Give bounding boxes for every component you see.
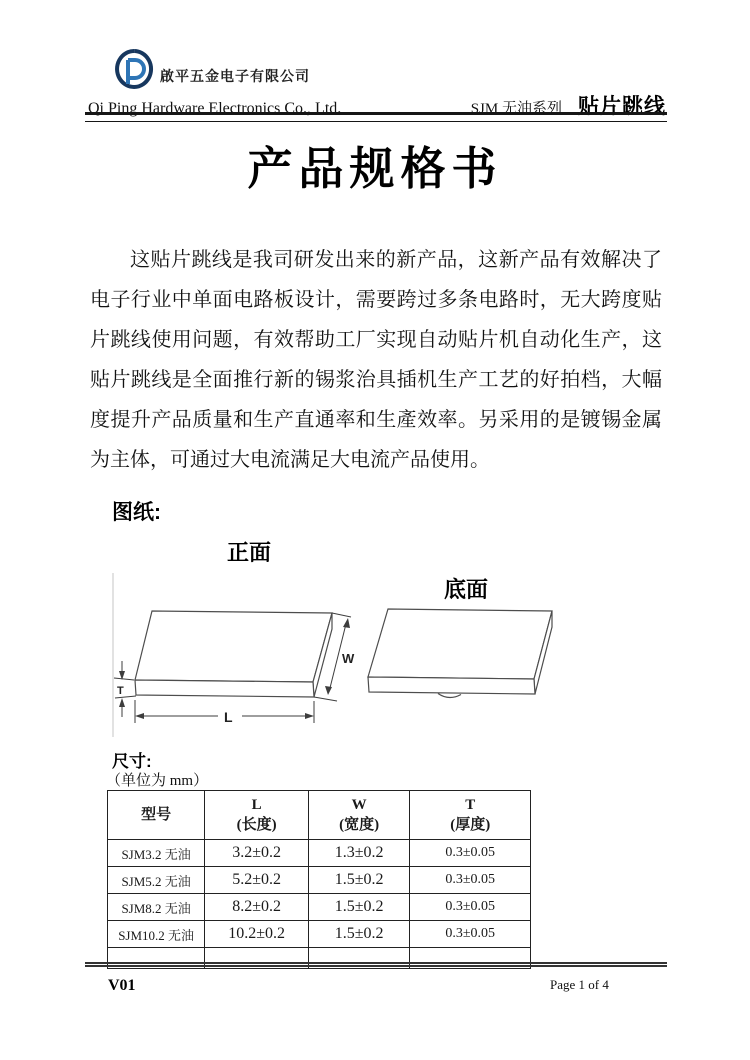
cell-thickness: 0.3±0.05 xyxy=(410,921,531,948)
col-header-t xyxy=(410,791,531,840)
cell-length: 5.2±0.2 xyxy=(205,867,309,894)
cell-width: 1.5±0.2 xyxy=(308,921,410,948)
front-view-label: 正面 xyxy=(227,540,272,565)
company-name-en: Qi Ping Hardware Electronics Co., Ltd. xyxy=(88,100,342,117)
cell-thickness: 0.3±0.05 xyxy=(410,894,531,921)
company-logo-icon xyxy=(112,46,156,94)
front-view-plate xyxy=(135,611,332,697)
spec-table xyxy=(107,790,531,969)
cell-model: SJM10.2 无油 xyxy=(108,921,205,948)
svg-text:L: L xyxy=(224,709,233,725)
version-label: V01 xyxy=(108,977,136,994)
cell-model: SJM5.2 无油 xyxy=(108,867,205,894)
drawing-section-label: 图纸: xyxy=(112,501,161,524)
page-number: Page 1 of 4 xyxy=(550,977,609,992)
col-header-l xyxy=(205,791,309,840)
table-row xyxy=(108,921,531,948)
footer-rule xyxy=(85,962,667,967)
cell-length: 3.2±0.2 xyxy=(205,840,309,867)
cell-thickness: 0.3±0.05 xyxy=(410,867,531,894)
cell-thickness: 0.3±0.05 xyxy=(410,840,531,867)
series-label: SJM 无油系列 xyxy=(470,101,562,117)
cell-model: SJM8.2 无油 xyxy=(108,894,205,921)
cell-length: 8.2±0.2 xyxy=(205,894,309,921)
dimension-l xyxy=(135,700,314,725)
plate-notch xyxy=(438,694,461,698)
col-header-w-sub: (宽度) xyxy=(339,817,380,833)
header-rule xyxy=(85,112,667,122)
svg-text:W: W xyxy=(342,651,355,666)
product-name: 贴片跳线 xyxy=(578,95,666,118)
col-header-t-sub: (厚度) xyxy=(450,817,491,833)
bottom-view-plate xyxy=(368,609,552,698)
dimensions-section-label: 尺寸: xyxy=(112,752,152,771)
col-header-l-sub: (长度) xyxy=(236,817,277,833)
col-header-w xyxy=(308,791,410,840)
dimension-t xyxy=(114,661,136,717)
cell-model: SJM3.2 无油 xyxy=(108,840,205,867)
svg-text:T: T xyxy=(117,685,124,697)
table-row xyxy=(108,840,531,867)
cell-width: 1.5±0.2 xyxy=(308,867,410,894)
page-title: 产品规格书 xyxy=(247,143,503,194)
unit-note: （单位为 mm） xyxy=(106,773,209,789)
col-header-t-letter: T xyxy=(465,797,476,813)
col-header-w-letter: W xyxy=(351,797,367,813)
company-name-cn: 啟平五金电子有限公司 xyxy=(160,68,310,84)
cell-length: 10.2±0.2 xyxy=(205,921,309,948)
table-row xyxy=(108,867,531,894)
cell-width: 1.5±0.2 xyxy=(308,894,410,921)
technical-drawing xyxy=(100,565,570,750)
table-row xyxy=(108,894,531,921)
intro-paragraph: 这贴片跳线是我司研发出来的新产品，这新产品有效解决了电子行业中单面电路板设计，需要跨过多条电路时，无大跨度贴片跳线使用问题，有效帮助工厂实现自动贴片机自动化生产，这贴片跳线是全面推行新的锡浆治具插机生产工艺的好拍档，大幅度提升产品质量和生产直通率和生產效率。另采用的是镀锡金属为主体，可通过大电流满足大电流产品使用。 xyxy=(90,249,662,471)
cell-width: 1.3±0.2 xyxy=(308,840,410,867)
bottom-view-label: 底面 xyxy=(444,577,489,602)
col-header-model: 型号 xyxy=(108,791,205,840)
table-header-row xyxy=(108,791,531,840)
col-header-l-letter: L xyxy=(251,797,262,813)
